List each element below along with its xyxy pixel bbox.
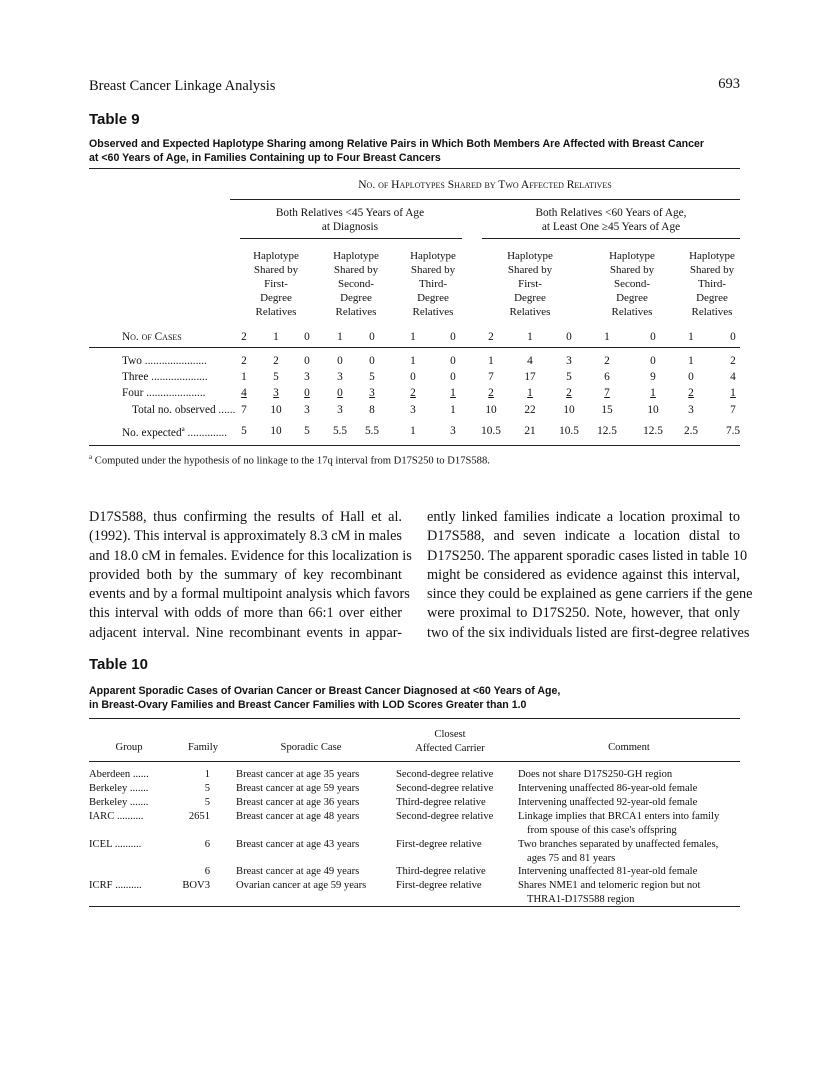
table10-comment: Intervening unaffected 86-year-old female — [518, 783, 698, 794]
table9-cell: 10 — [270, 425, 282, 437]
table9-cell: 10.5 — [481, 425, 501, 437]
table9-cell: 5 — [369, 371, 375, 383]
table9-group1-line1: Both Relatives <45 Years of Age — [275, 207, 425, 219]
table9-row-label-text: Three .................... — [122, 371, 208, 383]
table10-case: Breast cancer at age 59 years — [236, 783, 360, 794]
table9-caption — [89, 137, 749, 165]
table9-row-label-dots: .............. — [184, 426, 228, 439]
table10-case: Breast cancer at age 36 years — [236, 797, 360, 808]
table9-cell: 9 — [650, 371, 656, 383]
table10-group: IARC .......... — [89, 811, 144, 822]
table9-row-label-text: Two ...................... — [122, 355, 207, 367]
table9-subgroup-header — [490, 249, 570, 319]
table9-cell: 10.5 — [559, 425, 579, 437]
subgroup-header-line: Relatives — [412, 306, 454, 318]
table9-subgroup-header — [399, 249, 467, 319]
table9-cell: 12.5 — [597, 425, 617, 437]
table9-cell: 6 — [604, 371, 610, 383]
table9-cell: 1 — [450, 387, 456, 399]
table10-family: BOV3 — [182, 880, 210, 891]
table9-cell: 0 — [369, 355, 375, 367]
table10-caption-line2: in Breast-Ovary Families and Breast Cancer Families with LOD Scores Greater than 1.0 — [89, 699, 527, 711]
subgroup-header-line: Third- — [697, 278, 727, 290]
body-text-line: might be considered as evidence against this interval, — [427, 566, 740, 583]
table9-cell: 0 — [450, 355, 456, 367]
table9-share-count: 2 — [488, 331, 494, 343]
running-head: Breast Cancer Linkage Analysis — [89, 78, 276, 94]
table10-carrier: Second-degree relative — [396, 811, 494, 822]
body-text-line: D17S588, thus confirming the results of Hall et al. — [89, 509, 402, 525]
table9-footnote-text: Computed under the hypothesis of no linkage to the 17q interval from D17S250 to D17S588. — [92, 455, 490, 467]
table9-cell: 0 — [450, 371, 456, 383]
table9-group2-rule — [482, 238, 740, 239]
table9-caption-line1: Observed and Expected Haplotype Sharing among Relative Pairs in Which Both Members Are Affected with Breast Cancer — [89, 138, 704, 150]
subgroup-header-line: Relatives — [611, 306, 653, 318]
body-text-line: since they could be explained as gene carriers if the gene — [427, 586, 753, 603]
table10-case: Ovarian cancer at age 59 years — [236, 880, 367, 891]
table9-spanner-rule — [230, 199, 740, 200]
table9-cell: 1 — [241, 371, 247, 383]
table9-cell: 15 — [601, 404, 613, 416]
subgroup-header-line: Degree — [260, 292, 292, 304]
subgroup-header-line: Degree — [616, 292, 648, 304]
table9-row-label-text: Total no. observed ...... — [132, 404, 236, 416]
table9-header-rule — [89, 347, 740, 348]
table9-cell: 3 — [337, 371, 343, 383]
table10-carrier: Third-degree relative — [396, 866, 486, 877]
table10-group: Berkeley ....... — [89, 783, 149, 794]
table9-group1-rule — [240, 238, 462, 239]
table9-cell: 17 — [524, 371, 536, 383]
table9-share-count: 0 — [369, 331, 375, 343]
table9-group2-line1: Both Relatives <60 Years of Age, — [535, 207, 687, 219]
table10-comment: Does not share D17S250-GH region — [518, 769, 673, 780]
table9-share-count: 1 — [273, 331, 279, 343]
table9-cell: 2 — [688, 387, 694, 399]
table10-group: Aberdeen ...... — [89, 769, 149, 780]
table9-row-label — [122, 355, 207, 367]
table9-cell: 5 — [273, 371, 279, 383]
table10-header-family: Family — [187, 742, 218, 753]
table9-cell: 3 — [304, 371, 310, 383]
table10-case: Breast cancer at age 49 years — [236, 866, 360, 877]
table9-share-count: 1 — [337, 331, 343, 343]
subgroup-header-line: Haplotype — [333, 250, 379, 262]
table9-subgroup-header — [594, 249, 670, 319]
table10-family: 5 — [204, 783, 210, 794]
table9-subgroup-header — [680, 249, 744, 319]
table10-group: ICEL .......... — [89, 839, 142, 850]
body-text-line: and 18.0 cM in females. Evidence for this localization is — [89, 547, 412, 564]
table9-cell: 2 — [273, 355, 279, 367]
table10-comment: THRA1-D17S588 region — [527, 893, 635, 905]
body-right-column — [427, 508, 753, 643]
body-text-line: two of the six individuals listed are first-degree relatives — [427, 624, 750, 641]
table10-carrier: First-degree relative — [396, 880, 482, 891]
table9-cell: 0 — [410, 371, 416, 383]
table10-header-rule — [89, 761, 740, 762]
subgroup-header-line: Second- — [613, 278, 651, 290]
body-text-line: (1992). This interval is approximately 8.3 cM in males — [89, 528, 402, 545]
table9-share-count: 1 — [410, 331, 416, 343]
table10-caption-line1: Apparent Sporadic Cases of Ovarian Cancer or Breast Cancer Diagnosed at <60 Years of Age, — [89, 685, 561, 697]
table10-family: 2651 — [188, 811, 210, 822]
table9-cell: 5 — [566, 371, 572, 383]
table9-cell: 3 — [337, 404, 343, 416]
table9-group1-header — [240, 206, 460, 234]
table9-label: Table 9 — [89, 111, 140, 128]
table10-label: Table 10 — [89, 656, 148, 673]
table9-cell: 1 — [527, 387, 533, 399]
table10-top-rule — [89, 718, 740, 719]
subgroup-header-line: Haplotype — [689, 250, 735, 262]
table9-row-label — [122, 387, 205, 399]
table9-cell: 1 — [410, 425, 416, 437]
table10-header-comment: Comment — [608, 742, 650, 753]
table9-cell: 10 — [563, 404, 575, 416]
table10-group: Berkeley ....... — [89, 797, 149, 808]
table9-cell: 7 — [730, 404, 736, 416]
subgroup-header-line: First- — [518, 278, 542, 290]
table10-comment: Two branches separated by unaffected females, — [518, 839, 719, 850]
table9-cell: 0 — [688, 371, 694, 383]
subgroup-header-line: Degree — [696, 292, 728, 304]
table9-cell: 2 — [566, 387, 572, 399]
subgroup-header-line: Shared by — [689, 264, 735, 276]
subgroup-header-line: Second- — [337, 278, 375, 290]
table9-cell: 7 — [604, 387, 610, 399]
table10-case: Breast cancer at age 48 years — [236, 811, 360, 822]
table9-cell: 3 — [688, 404, 694, 416]
table9-cell: 21 — [524, 425, 536, 437]
table9-cell: 10 — [270, 404, 282, 416]
table9-cell: 0 — [304, 387, 310, 399]
subgroup-header-line: Third- — [418, 278, 448, 290]
table10-header-group: Group — [115, 742, 143, 753]
subgroup-header-line: Relatives — [509, 306, 551, 318]
table9-cell: 1 — [650, 387, 656, 399]
table9-cell: 1 — [450, 404, 456, 416]
table9-top-rule — [89, 168, 740, 169]
subgroup-header-line: Relatives — [691, 306, 733, 318]
table10-bottom-rule — [89, 906, 740, 907]
table10-case: Breast cancer at age 43 years — [236, 839, 360, 850]
subgroup-header-line: Shared by — [253, 264, 299, 276]
table9-spanner: No. of Haplotypes Shared by Two Affected Relatives — [358, 179, 612, 191]
table9-cell: 2 — [241, 355, 247, 367]
table9-subgroup-header — [320, 249, 392, 319]
table9-cell: 3 — [450, 425, 456, 437]
body-text-line: ently linked families indicate a location proximal to — [427, 509, 740, 525]
table9-cell: 4 — [730, 371, 736, 383]
table9-share-count: 1 — [604, 331, 610, 343]
table10-carrier: Second-degree relative — [396, 769, 494, 780]
table9-cell: 0 — [304, 355, 310, 367]
table9-cell: 2 — [604, 355, 610, 367]
subgroup-header-line: Shared by — [410, 264, 456, 276]
subgroup-header-line: Degree — [514, 292, 546, 304]
page-number: 693 — [718, 76, 740, 92]
table9-cell: 0 — [337, 355, 343, 367]
table9-cell: 8 — [369, 404, 375, 416]
table9-cell: 10 — [647, 404, 659, 416]
subgroup-header-line: Haplotype — [410, 250, 456, 262]
table10-header-carrier — [390, 728, 510, 756]
table10-comment: Linkage implies that BRCA1 enters into family — [518, 811, 720, 822]
table9-cell: 1 — [730, 387, 736, 399]
subgroup-header-line: Haplotype — [609, 250, 655, 262]
table9-cell: 1 — [488, 355, 494, 367]
table9-share-count: 2 — [241, 331, 247, 343]
table10-comment: Intervening unaffected 81-year-old female — [518, 866, 698, 877]
table9-cell: 2 — [410, 387, 416, 399]
table10-carrier: Second-degree relative — [396, 783, 494, 794]
table10-header-carrier-line1: Closest — [434, 729, 466, 740]
table9-row-label — [132, 404, 235, 416]
table9-cell: 3 — [566, 355, 572, 367]
table9-row-label — [122, 371, 208, 383]
body-text-line: D17S250. The apparent sporadic cases listed in table 10 — [427, 547, 748, 564]
body-text-line: adjacent interval. Nine recombinant events in appar- — [89, 624, 402, 641]
table10-caption — [89, 684, 749, 712]
table9-cell: 1 — [410, 355, 416, 367]
subgroup-header-line: Relatives — [255, 306, 297, 318]
table9-cell: 3 — [304, 404, 310, 416]
table9-footnote-mark: a — [89, 453, 93, 461]
table9-share-count: 0 — [730, 331, 736, 343]
table9-group2-header — [482, 206, 740, 234]
table9-row-label — [122, 425, 227, 439]
table10-comment: Shares NME1 and telomeric region but not — [518, 880, 701, 891]
table9-share-count: 0 — [650, 331, 656, 343]
table10-carrier: Third-degree relative — [396, 797, 486, 808]
table9-group2-line2: at Least One ≥45 Years of Age — [541, 221, 681, 233]
table9-row-label-sup: a — [181, 425, 185, 433]
table9-cell: 2.5 — [683, 425, 699, 437]
table9-first-col-label: No. of Cases — [122, 331, 182, 343]
table9-cell: 5 — [304, 425, 310, 437]
table9-cell: 22 — [524, 404, 536, 416]
subgroup-header-line: Shared by — [609, 264, 655, 276]
table9-group1-line2: at Diagnosis — [321, 221, 379, 233]
subgroup-header-line: Shared by — [333, 264, 379, 276]
table9-cell: 7 — [488, 371, 494, 383]
table9-cell: 5.5 — [332, 425, 348, 437]
subgroup-header-line: Relatives — [335, 306, 377, 318]
table9-cell: 2 — [730, 355, 736, 367]
table10-header-case: Sporadic Case — [280, 742, 342, 753]
table9-cell: 4 — [527, 355, 533, 367]
table9-cell: 3 — [410, 404, 416, 416]
body-text-line: this interval with odds of more than 66:1 over either — [89, 605, 402, 622]
table9-cell: 5 — [241, 425, 247, 437]
body-text-line: provided both by the summary of key recombinant — [89, 566, 402, 583]
table10-group: ICRF .......... — [89, 880, 142, 891]
table9-cell: 1 — [688, 355, 694, 367]
table10-family: 6 — [204, 839, 210, 850]
table9-cell: 3 — [273, 387, 279, 399]
table9-share-count: 1 — [527, 331, 533, 343]
subgroup-header-line: Degree — [340, 292, 372, 304]
subgroup-header-line: Degree — [417, 292, 449, 304]
table9-cell: 7 — [241, 404, 247, 416]
table10-comment: Intervening unaffected 92-year-old female — [518, 797, 698, 808]
table9-share-count: 1 — [688, 331, 694, 343]
body-text-line: were proximal to D17S250. Note, however, that only — [427, 605, 740, 622]
table9-cell: 12.5 — [643, 425, 663, 437]
table10-family: 6 — [204, 866, 210, 877]
table9-cell: 3 — [369, 387, 375, 399]
table9-share-count: 0 — [450, 331, 456, 343]
table9-cell: 5.5 — [364, 425, 380, 437]
subgroup-header-line: Haplotype — [507, 250, 553, 262]
body-text-line: events and by a formal multipoint analysis which favors — [89, 586, 410, 603]
table10-case: Breast cancer at age 35 years — [236, 769, 360, 780]
table9-share-count: 0 — [304, 331, 310, 343]
table9-subgroup-header — [237, 249, 315, 319]
table9-cell: 0 — [337, 387, 343, 399]
table9-bottom-rule — [89, 445, 740, 446]
subgroup-header-line: Haplotype — [253, 250, 299, 262]
table10-comment: from spouse of this case's offspring — [527, 824, 677, 836]
subgroup-header-line: Shared by — [507, 264, 553, 276]
table9-row-label-text: No. expected — [122, 426, 182, 439]
table9-share-count: 0 — [566, 331, 572, 343]
table10-comment: ages 75 and 81 years — [527, 852, 616, 864]
table9-cell: 7.5 — [725, 425, 741, 437]
table10-family: 5 — [204, 797, 210, 808]
table9-cell: 10 — [485, 404, 497, 416]
table9-cell: 2 — [488, 387, 494, 399]
table9-row-label-text: Four ..................... — [122, 387, 206, 399]
table10-carrier: First-degree relative — [396, 839, 482, 850]
table10-header-carrier-line2: Affected Carrier — [415, 743, 485, 754]
body-left-column — [89, 508, 412, 643]
table10-family: 1 — [204, 769, 210, 780]
table9-cell: 0 — [650, 355, 656, 367]
table9-caption-line2: at <60 Years of Age, in Families Containing up to Four Breast Cancers — [89, 152, 441, 164]
table9-cell: 4 — [241, 387, 247, 399]
body-text-line: D17S588, and seven indicate a location distal to — [427, 528, 740, 545]
table9-footnote — [89, 453, 490, 467]
subgroup-header-line: First- — [264, 278, 288, 290]
